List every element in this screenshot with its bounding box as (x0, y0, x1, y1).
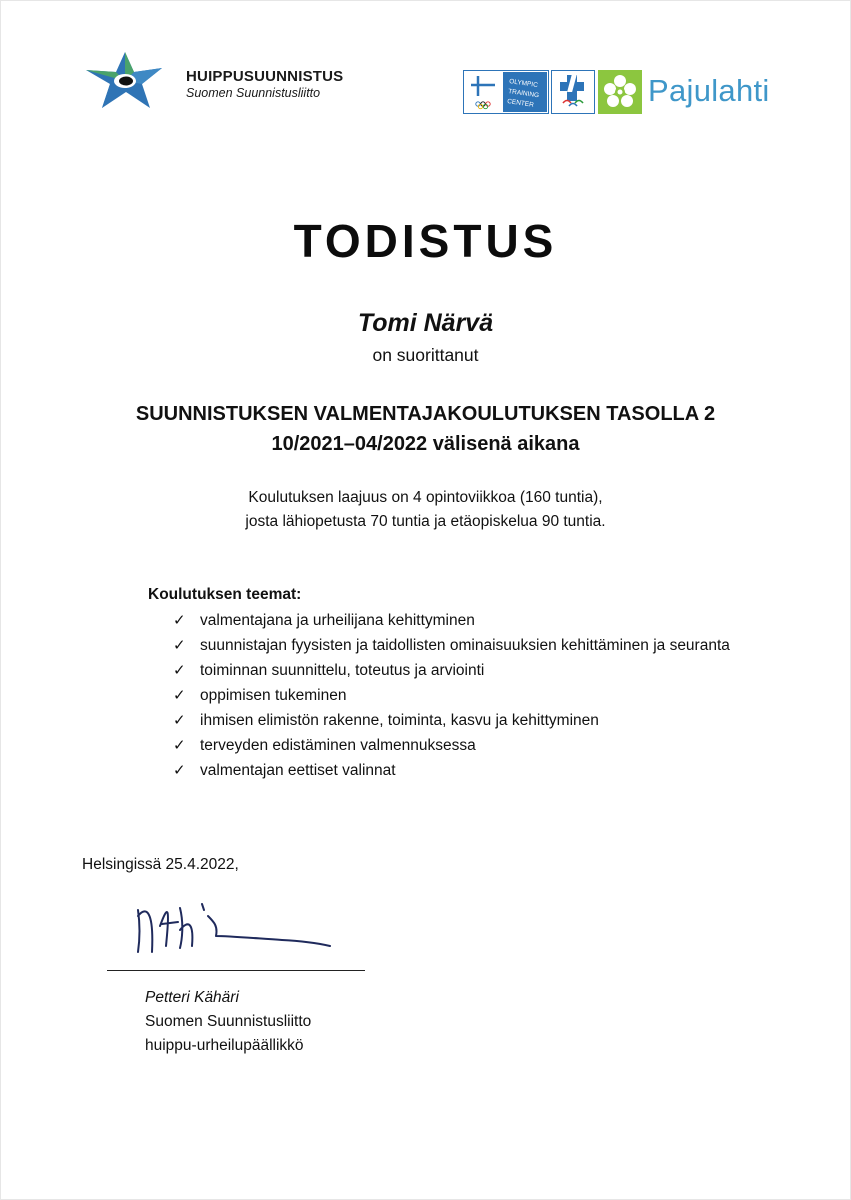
signer-name: Petteri Kähäri (145, 989, 239, 1006)
course-block (0, 399, 851, 459)
list-item (171, 608, 781, 633)
theme-text: terveyden edistäminen valmennuksessa (200, 737, 476, 754)
checkmark-icon: ✓ (173, 662, 186, 679)
list-item (171, 758, 781, 783)
pajulahti-flower-logo (598, 70, 642, 114)
list-item (171, 733, 781, 758)
otc-word-2: TRAINING (507, 88, 540, 100)
checkmark-icon: ✓ (173, 712, 186, 729)
scope-line-1: Koulutuksen laajuus on 4 opintoviikkoa (160 tuntia), (248, 489, 603, 506)
list-item (171, 633, 781, 658)
orienteering-star-logo (82, 50, 167, 112)
signature-line (107, 970, 365, 971)
list-item (171, 658, 781, 683)
theme-text: ihmisen elimistön rakenne, toiminta, kasvu ja kehittyminen (200, 712, 599, 729)
checkmark-icon: ✓ (173, 737, 186, 754)
theme-text: valmentajan eettiset valinnat (200, 762, 396, 779)
recipient-name: Tomi Närvä (357, 309, 494, 337)
certificate-title: TODISTUS (293, 215, 558, 267)
pajulahti-wordmark: Pajulahti (648, 73, 770, 108)
paralympic-logo (551, 70, 595, 114)
list-item (171, 708, 781, 733)
otc-word-1: OLYMPIC (508, 78, 539, 89)
course-name: SUUNNISTUKSEN VALMENTAJAKOULUTUKSEN TASOLLA 2 (135, 403, 716, 425)
theme-text: suunnistajan fyysisten ja taidollisten ominaisuuksien kehittäminen ja seuranta (200, 637, 730, 654)
org-name-block (186, 68, 343, 101)
signer-role: huippu-urheilupäällikkö (145, 1037, 304, 1054)
olympic-training-center-logo (463, 70, 549, 114)
scope-block (0, 486, 851, 534)
checkmark-icon: ✓ (173, 687, 186, 704)
org-title: HUIPPUSUUNNISTUS (186, 68, 344, 85)
checkmark-icon: ✓ (173, 637, 186, 654)
theme-text: toiminnan suunnittelu, toteutus ja arviointi (200, 662, 485, 679)
theme-text: oppimisen tukeminen (200, 687, 347, 704)
checkmark-icon: ✓ (173, 612, 186, 629)
course-period: 10/2021–04/2022 välisenä aikana (271, 433, 580, 455)
completed-text: on suorittanut (372, 345, 479, 365)
org-subtitle: Suomen Suunnistusliitto (186, 86, 321, 100)
list-item (171, 683, 781, 708)
scope-line-2: josta lähiopetusta 70 tuntia ja etäopiskelua 90 tuntia. (245, 513, 606, 530)
handwritten-signature (132, 896, 342, 966)
signer-block (145, 986, 311, 1058)
signer-organization: Suomen Suunnistusliitto (145, 1013, 312, 1030)
themes-heading: Koulutuksen teemat: (148, 586, 302, 603)
theme-text: valmentajana ja urheilijana kehittyminen (200, 612, 475, 629)
otc-word-3: CENTER (506, 98, 535, 109)
checkmark-icon: ✓ (173, 762, 186, 779)
themes-list (171, 608, 781, 783)
place-and-date: Helsingissä 25.4.2022, (82, 856, 239, 873)
